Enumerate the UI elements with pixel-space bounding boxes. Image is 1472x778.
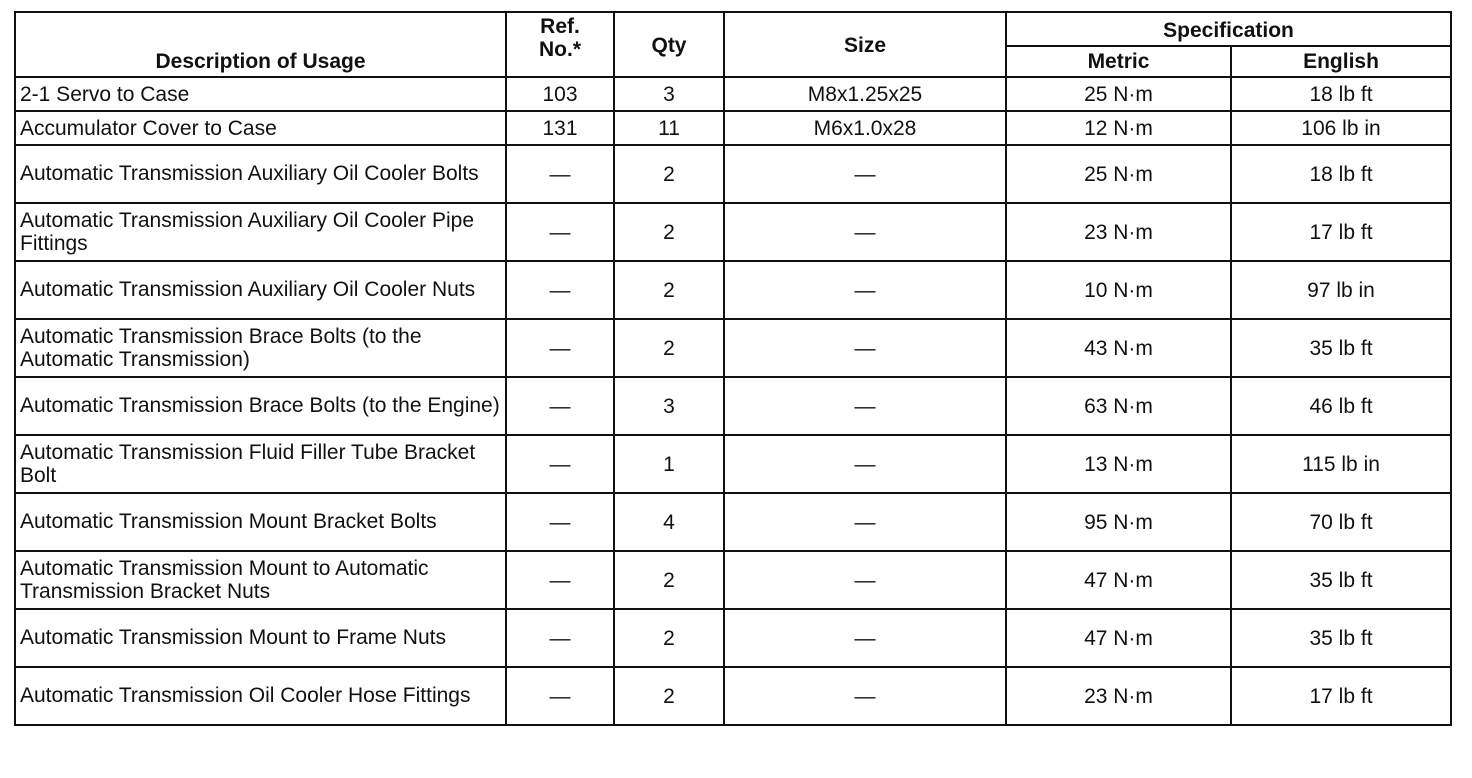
description-cell: Automatic Transmission Auxiliary Oil Cooler Bolts (15, 145, 506, 203)
description-cell: Automatic Transmission Auxiliary Oil Cooler Pipe Fittings (15, 203, 506, 261)
qty-cell: 2 (614, 261, 724, 319)
qty-cell: 1 (614, 435, 724, 493)
description-cell: Automatic Transmission Brace Bolts (to the Engine) (15, 377, 506, 435)
size-cell: — (724, 609, 1006, 667)
metric-cell: 23 N·m (1006, 667, 1231, 725)
description-cell: Automatic Transmission Brace Bolts (to the Automatic Transmission) (15, 319, 506, 377)
size-cell: M6x1.0x28 (724, 111, 1006, 145)
size-cell: — (724, 261, 1006, 319)
size-cell: — (724, 667, 1006, 725)
header-specification: Specification (1006, 12, 1451, 46)
table-row (15, 551, 1451, 609)
english-cell: 35 lb ft (1231, 319, 1451, 377)
header-ref-no-text: Ref. No.* (539, 15, 581, 61)
size-cell: — (724, 377, 1006, 435)
english-cell: 115 lb in (1231, 435, 1451, 493)
description-cell: 2-1 Servo to Case (15, 77, 506, 111)
header-metric: Metric (1006, 46, 1231, 77)
english-cell: 46 lb ft (1231, 377, 1451, 435)
table-row (15, 319, 1451, 377)
description-cell: Automatic Transmission Mount Bracket Bolts (15, 493, 506, 551)
size-cell: — (724, 435, 1006, 493)
header-row (15, 12, 1451, 46)
qty-cell: 3 (614, 377, 724, 435)
description-cell: Automatic Transmission Mount to Automatic Transmission Bracket Nuts (15, 551, 506, 609)
qty-cell: 2 (614, 551, 724, 609)
table-row (15, 203, 1451, 261)
ref-no-cell: — (506, 435, 614, 493)
header-ref-no (506, 12, 614, 77)
qty-cell: 2 (614, 667, 724, 725)
qty-cell: 2 (614, 203, 724, 261)
ref-no-cell: — (506, 145, 614, 203)
ref-no-cell: — (506, 377, 614, 435)
header-size: Size (724, 12, 1006, 77)
description-cell: Automatic Transmission Auxiliary Oil Cooler Nuts (15, 261, 506, 319)
metric-cell: 95 N·m (1006, 493, 1231, 551)
metric-cell: 13 N·m (1006, 435, 1231, 493)
ref-no-cell: — (506, 551, 614, 609)
size-cell: — (724, 145, 1006, 203)
metric-cell: 47 N·m (1006, 609, 1231, 667)
torque-spec-table-container (14, 11, 1450, 726)
metric-cell: 10 N·m (1006, 261, 1231, 319)
qty-cell: 2 (614, 145, 724, 203)
ref-no-cell: — (506, 319, 614, 377)
english-cell: 17 lb ft (1231, 203, 1451, 261)
size-cell: M8x1.25x25 (724, 77, 1006, 111)
size-cell: — (724, 493, 1006, 551)
qty-cell: 11 (614, 111, 724, 145)
english-cell: 17 lb ft (1231, 667, 1451, 725)
english-cell: 70 lb ft (1231, 493, 1451, 551)
description-cell: Automatic Transmission Oil Cooler Hose Fittings (15, 667, 506, 725)
header-qty: Qty (614, 12, 724, 77)
metric-cell: 47 N·m (1006, 551, 1231, 609)
description-cell: Accumulator Cover to Case (15, 111, 506, 145)
description-cell: Automatic Transmission Fluid Filler Tube Bracket Bolt (15, 435, 506, 493)
metric-cell: 12 N·m (1006, 111, 1231, 145)
metric-cell: 25 N·m (1006, 77, 1231, 111)
size-cell: — (724, 551, 1006, 609)
metric-cell: 63 N·m (1006, 377, 1231, 435)
qty-cell: 2 (614, 609, 724, 667)
header-english: English (1231, 46, 1451, 77)
size-cell: — (724, 203, 1006, 261)
metric-cell: 23 N·m (1006, 203, 1231, 261)
ref-no-cell: — (506, 609, 614, 667)
qty-cell: 4 (614, 493, 724, 551)
metric-cell: 43 N·m (1006, 319, 1231, 377)
english-cell: 106 lb in (1231, 111, 1451, 145)
description-cell: Automatic Transmission Mount to Frame Nuts (15, 609, 506, 667)
ref-no-cell: — (506, 667, 614, 725)
ref-no-cell: — (506, 261, 614, 319)
table-row (15, 145, 1451, 203)
table-row (15, 377, 1451, 435)
english-cell: 97 lb in (1231, 261, 1451, 319)
table-row (15, 261, 1451, 319)
english-cell: 18 lb ft (1231, 77, 1451, 111)
metric-cell: 25 N·m (1006, 145, 1231, 203)
table-row (15, 111, 1451, 145)
english-cell: 35 lb ft (1231, 551, 1451, 609)
torque-spec-table (14, 11, 1452, 726)
header-description: Description of Usage (15, 12, 506, 77)
ref-no-cell: — (506, 493, 614, 551)
english-cell: 18 lb ft (1231, 145, 1451, 203)
table-row (15, 493, 1451, 551)
table-row (15, 609, 1451, 667)
english-cell: 35 lb ft (1231, 609, 1451, 667)
ref-no-cell: 131 (506, 111, 614, 145)
table-row (15, 435, 1451, 493)
table-row (15, 77, 1451, 111)
ref-no-cell: — (506, 203, 614, 261)
ref-no-cell: 103 (506, 77, 614, 111)
qty-cell: 2 (614, 319, 724, 377)
table-row (15, 667, 1451, 725)
size-cell: — (724, 319, 1006, 377)
qty-cell: 3 (614, 77, 724, 111)
